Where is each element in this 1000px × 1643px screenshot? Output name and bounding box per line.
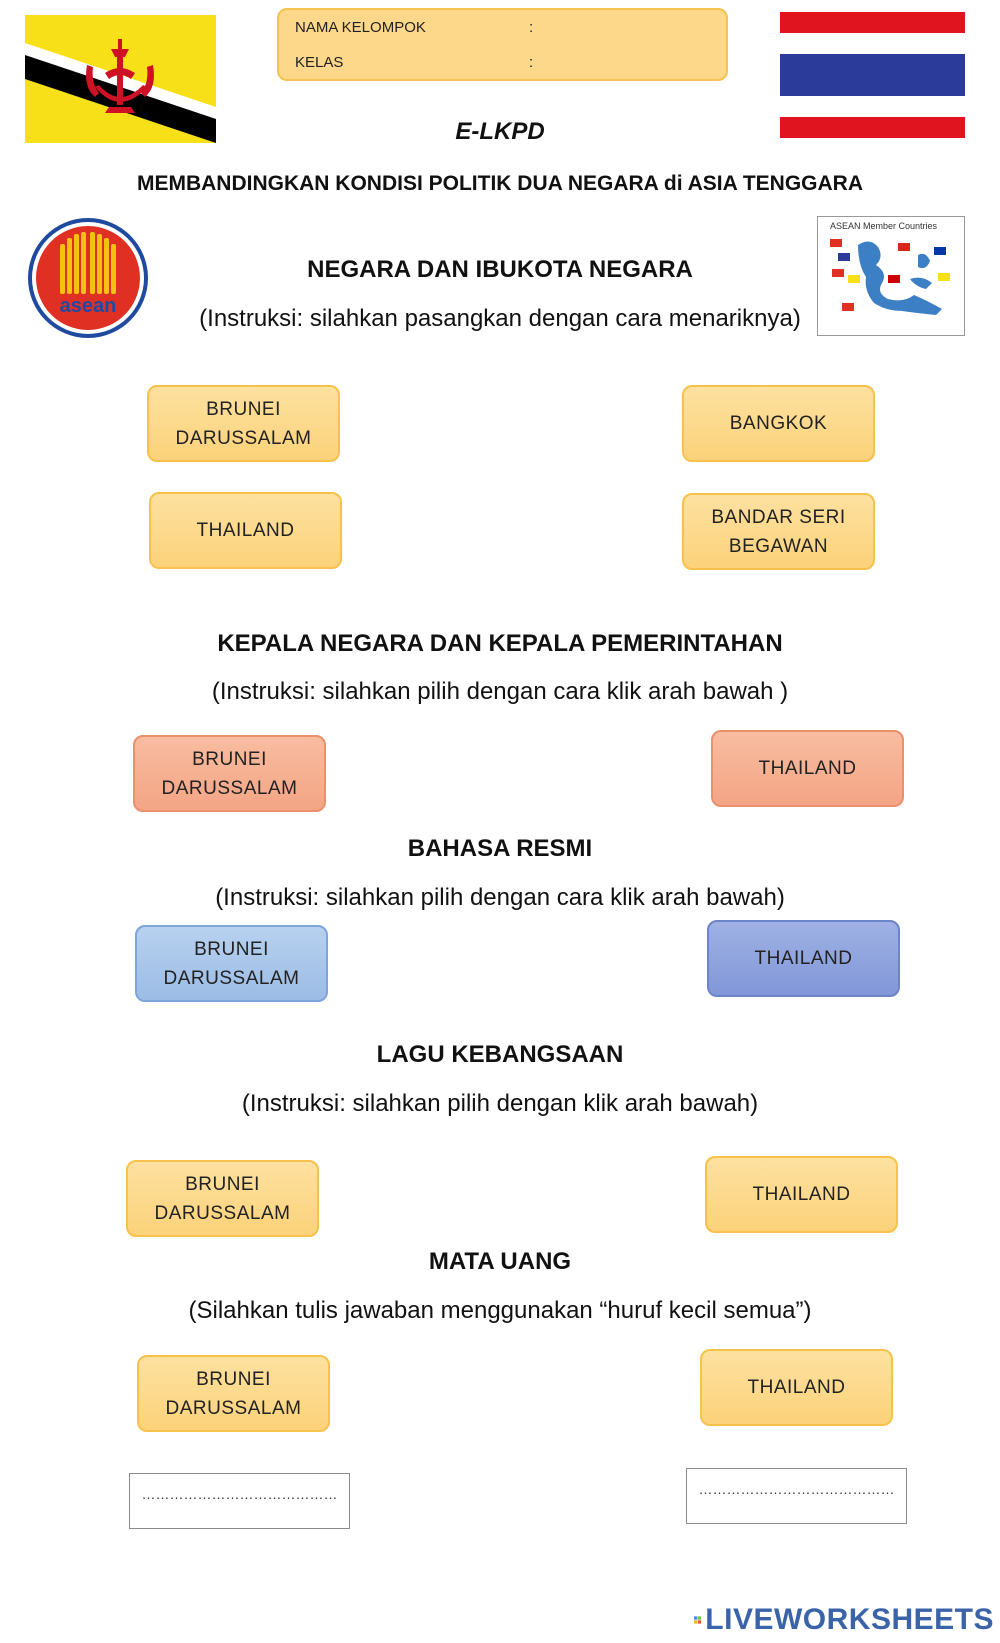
drag-card-brunei-label: BRUNEI DARUSSALAM: [175, 398, 312, 449]
drag-card-thailand-label: THAILAND: [196, 520, 295, 541]
currency-thailand-input[interactable]: ……………………………………: [686, 1468, 907, 1524]
liveworksheets-brand-text: LIVEWORKSHEETS: [705, 1603, 994, 1636]
asean-logo-text: asean: [59, 295, 117, 317]
class-label: KELAS: [295, 54, 344, 71]
drop-card-bangkok[interactable]: [682, 385, 875, 462]
capital-instruction: (Instruksi: silahkan pasangkan dengan cara menariknya): [199, 305, 801, 332]
anthem-instruction: (Instruksi: silahkan pilih dengan klik arah bawah): [241, 1090, 759, 1117]
head-of-state-brunei-label: BRUNEI DARUSSALAM: [161, 748, 298, 799]
head-of-state-thailand-label: THAILAND: [758, 758, 857, 779]
liveworksheets-brand: [694, 1603, 994, 1637]
anthem-brunei-label: BRUNEI DARUSSALAM: [154, 1173, 291, 1224]
group-name-colon: :: [529, 19, 534, 36]
asean-map-caption: ASEAN Member Countries: [830, 221, 938, 231]
head-of-state-heading: KEPALA NEGARA DAN KEPALA PEMERINTAHAN: [217, 630, 783, 657]
anthem-heading: LAGU KEBANGSAAN: [376, 1041, 624, 1068]
drop-card-bandar-seri-begawan[interactable]: [682, 493, 875, 570]
drag-card-brunei[interactable]: [147, 385, 340, 462]
language-thailand-select[interactable]: [707, 920, 900, 997]
drop-card-bangkok-label: BANGKOK: [729, 413, 828, 434]
currency-instruction: (Silahkan tulis jawaban menggunakan “huruf kecil semua”): [188, 1297, 812, 1324]
head-of-state-brunei-select[interactable]: [133, 735, 326, 812]
capital-heading: NEGARA DAN IBUKOTA NEGARA: [307, 256, 693, 283]
head-of-state-instruction: (Instruksi: silahkan pilih dengan cara klik arah bawah ): [211, 678, 789, 705]
currency-thailand-card: [700, 1349, 893, 1426]
language-thailand-label: THAILAND: [754, 948, 853, 969]
liveworksheets-logo-icon: [694, 1607, 701, 1633]
anthem-thailand-label: THAILAND: [752, 1184, 851, 1205]
currency-brunei-input[interactable]: ……………………………………: [129, 1473, 350, 1529]
language-brunei-label: BRUNEI DARUSSALAM: [163, 938, 300, 989]
group-name-label: NAMA KELOMPOK: [295, 19, 426, 36]
currency-thailand-label: THAILAND: [747, 1377, 846, 1398]
currency-heading: MATA UANG: [428, 1248, 572, 1275]
currency-brunei-label: BRUNEI DARUSSALAM: [165, 1368, 302, 1419]
group-info-box: [277, 8, 728, 81]
drag-card-thailand[interactable]: [149, 492, 342, 569]
anthem-thailand-select[interactable]: [705, 1156, 898, 1233]
language-brunei-select[interactable]: [135, 925, 328, 1002]
language-instruction: (Instruksi: silahkan pilih dengan cara klik arah bawah): [215, 884, 785, 911]
anthem-brunei-select[interactable]: [126, 1160, 319, 1237]
drop-card-bandar-seri-begawan-label: BANDAR SERI BEGAWAN: [711, 506, 846, 557]
language-heading: BAHASA RESMI: [407, 835, 593, 862]
currency-brunei-card: [137, 1355, 330, 1432]
page-title: E-LKPD: [455, 118, 545, 145]
page-subtitle: MEMBANDINGKAN KONDISI POLITIK DUA NEGARA di ASIA TENGGARA: [136, 172, 864, 195]
head-of-state-thailand-select[interactable]: [711, 730, 904, 807]
class-colon: :: [529, 54, 534, 71]
